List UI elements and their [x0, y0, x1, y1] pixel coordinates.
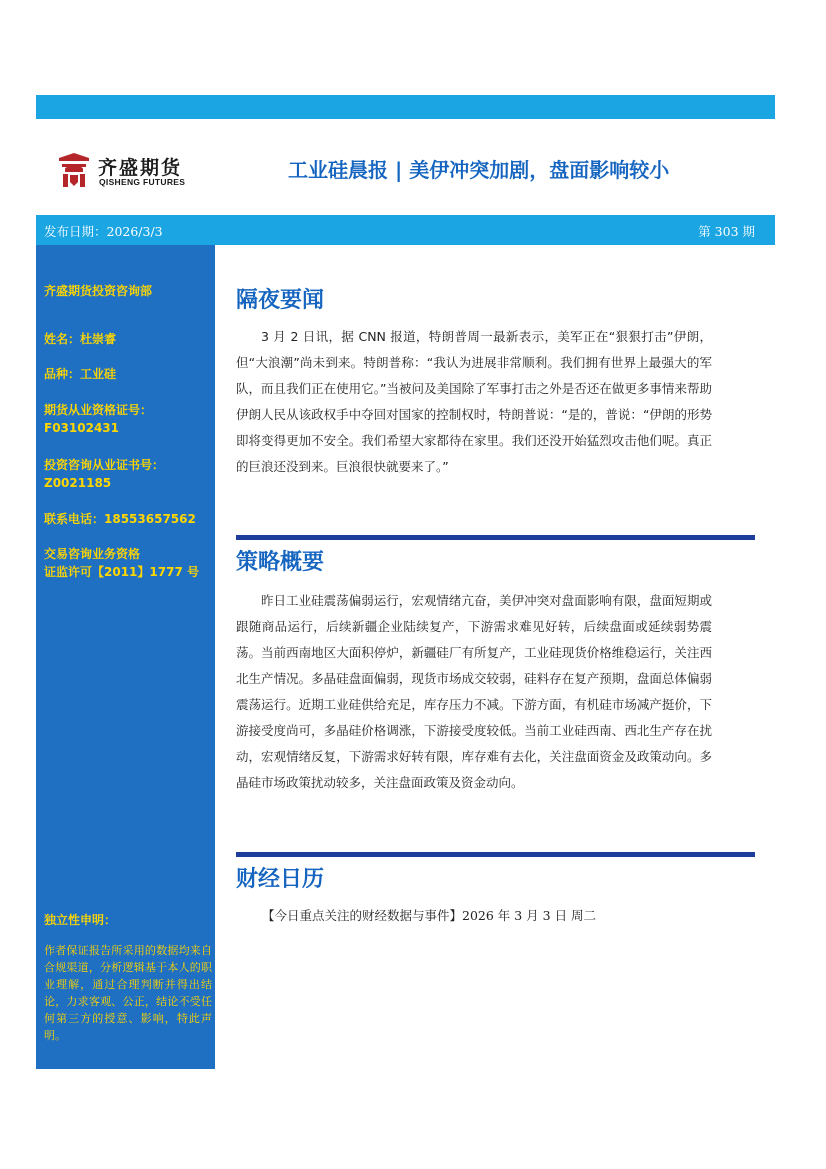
top-accent-bar	[36, 95, 775, 119]
logo-emblem-icon	[56, 152, 92, 188]
author-name: 姓名：杜崇睿	[44, 332, 117, 346]
overnight-news-text: 3 月 2 日讯，据 CNN 报道，特朗普周一最新表示，美军正在“狠狠打击”伊朗，但“大浪潮”尚未到来。特朗普称：“我认为进展非常顺利。我们拥有世界上最强大的军队，而且我们正在使用它。”当被问及美国除了军事打击之外是否还在做更多事情来帮助伊朗人民从该政权手中夺回对国家的控制权时，特朗普说：“是的，普说：“伊朗的形势即将变得更加不安全。我们希望大家都待在家里。我们还没开始猛烈攻击他们呢。真正的巨浪还没到来。巨浪很快就要来了。”	[236, 329, 712, 474]
license-label: 交易咨询业务资格	[44, 547, 141, 561]
company-logo	[56, 152, 206, 190]
info-bar	[36, 215, 775, 245]
advisory-cert-label: 投资咨询从业证书号：	[44, 458, 165, 472]
issue-number: 第 303 期	[698, 224, 755, 239]
license-number: 证监许可【2011】1777 号	[44, 565, 199, 579]
product-name: 品种：工业硅	[44, 367, 117, 381]
futures-cert-label: 期货从业资格证号：	[44, 403, 153, 417]
calendar-entry: 【今日重点关注的财经数据与事件】2026 年 3 月 3 日 周二	[262, 908, 597, 923]
section-title-strategy: 策略概要	[236, 550, 325, 575]
publish-date: 发布日期：2026/3/3	[44, 224, 163, 239]
author-sidebar	[36, 245, 215, 1069]
section-divider	[236, 535, 755, 540]
contact-phone: 联系电话：18553657562	[44, 512, 196, 526]
futures-cert-number: F03102431	[44, 421, 119, 435]
section-title-overnight-news: 隔夜要闻	[236, 288, 325, 313]
logo-english-name: QISHENG FUTURES	[99, 177, 186, 187]
report-title: 工业硅晨报 | 美伊冲突加剧，盘面影响较小	[288, 158, 670, 182]
section-title-calendar: 财经日历	[236, 867, 325, 892]
department-name: 齐盛期货投资咨询部	[44, 284, 153, 298]
independence-statement: 作者保证报告所采用的数据均来自合规渠道，分析逻辑基于本人的职业理解，通过合理判断并得出结论，力求客观、公正，结论不受任何第三方的授意、影响，特此声明。	[44, 944, 212, 1042]
independence-label: 独立性申明：	[44, 913, 117, 927]
section-divider	[236, 852, 755, 857]
logo-chinese-name: 齐盛期货	[98, 158, 183, 179]
advisory-cert-number: Z0021185	[44, 476, 112, 490]
strategy-summary-text: 昨日工业硅震荡偏弱运行，宏观情绪亢奋，美伊冲突对盘面影响有限，盘面短期或跟随商品运行，后续新疆企业陆续复产，下游需求难见好转，后续盘面或延续弱势震荡。当前西南地区大面积停炉，新疆硅厂有所复产，工业硅现货价格维稳运行，关注西北生产情况。多晶硅盘面偏弱，现货市场成交较弱，硅料存在复产预期，盘面总体偏弱震荡运行。近期工业硅供给充足，库存压力不减。下游方面，有机硅市场减产挺价，下游接受度尚可，多晶硅价格调涨，下游接受度较低。当前工业硅西南、西北生产存在扰动，宏观情绪反复，下游需求好转有限，库存难有去化，关注盘面资金及政策动向。多晶硅市场政策扰动较多，关注盘面政策及资金动向。	[236, 593, 712, 790]
